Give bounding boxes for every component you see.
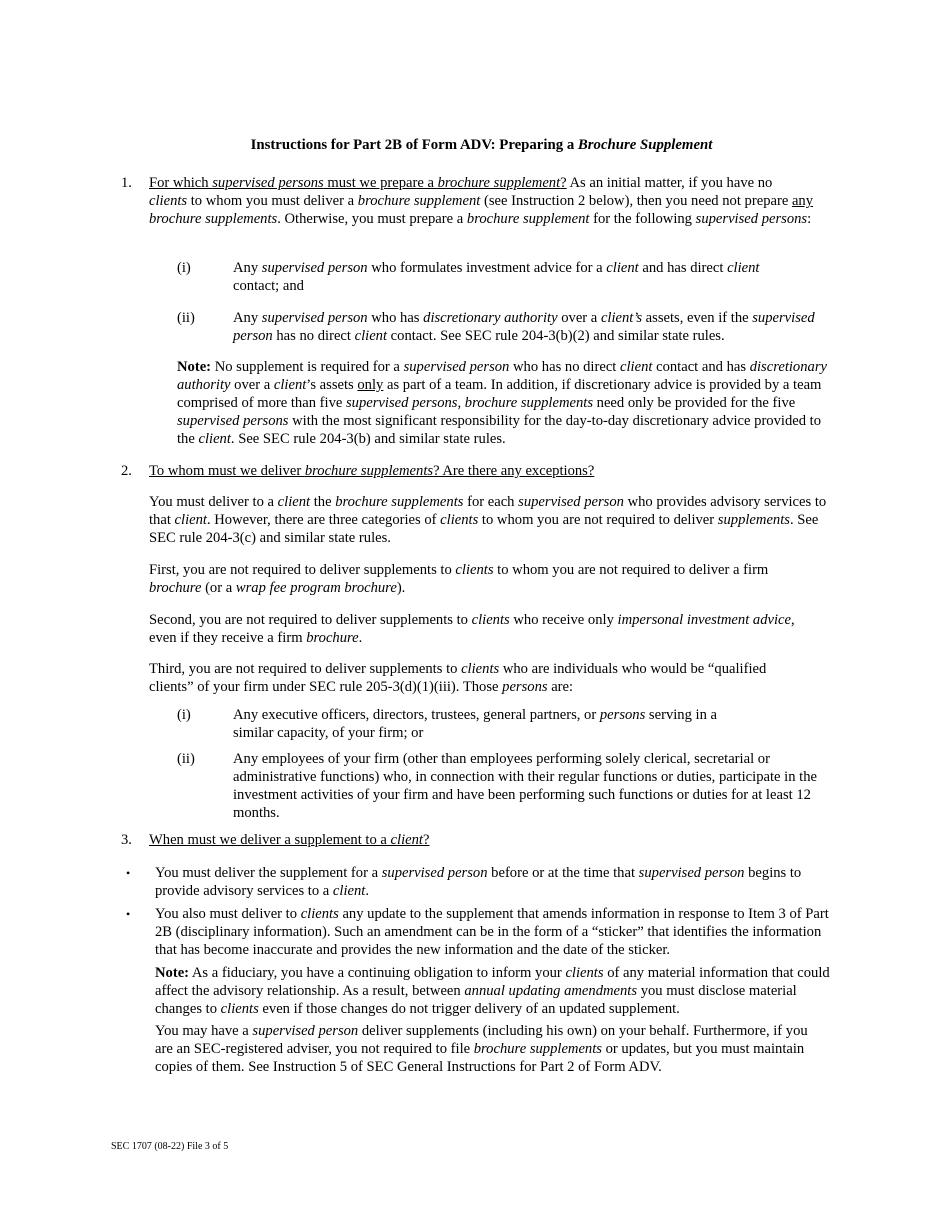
section-3-number: 3. bbox=[121, 832, 132, 848]
bullet-icon: • bbox=[126, 866, 131, 880]
section-1-number: 1. bbox=[121, 175, 132, 191]
section-1-item-ii: Any supervised person who has discretionary authority over a client’s assets, even if the supervised person has no direct client contact. See SEC rule 204-3(b)(2) and similar state rules. bbox=[233, 310, 815, 344]
section-2-paragraph-1: You must deliver to a client the brochure supplements for each supervised person who provides advisory services to that client. However, there are three categories of clients to whom you are not required to deliver supplements. See SEC rule 204-3(c) and similar state rules. bbox=[149, 494, 827, 546]
section-3-bullet-2: You also must deliver to clients any update to the supplement that amends information in response to Item 3 of Part 2B (disciplinary information). Such an amendment can be in the form of a “sticker” that identifies the information that has become inaccurate and provides the new information and the date of the sticker. bbox=[155, 906, 829, 958]
section-3-closing-paragraph: You may have a supervised person deliver supplements (including his own) on your behalf. Furthermore, if you are an SEC-registered adviser, you not required to file brochure supplements or updates, but you must maintain copies of them. See Instruction 5 of SEC General Instructions for Part 2 of Form ADV. bbox=[155, 1023, 808, 1075]
section-3-question: When must we deliver a supplement to a client? bbox=[149, 832, 430, 848]
roman-numeral-ii: (ii) bbox=[177, 310, 195, 326]
section-3-note: Note: As a fiduciary, you have a continuing obligation to inform your clients of any material information that could affect the advisory relationship. As a result, between annual updating amendments you must disclose material changes to clients even if those changes do not trigger delivery of an updated supplement. bbox=[155, 965, 830, 1017]
section-1-question: For which supervised persons must we prepare a brochure supplement? As an initial matter, if you have no clients to whom you must deliver a brochure supplement (see Instruction 2 below), then you need not prepare any brochure supplements. Otherwise, you must prepare a brochure supplement for the following supervised persons: bbox=[149, 175, 814, 227]
section-1-note: Note: No supplement is required for a supervised person who has no direct client contact and has discretionary authority over a client’s assets only as part of a team. In addition, if discretionary advice is provided by a team comprised of more than five supervised persons, brochure supplements need only be provided for the five supervised persons with the most significant responsibility for the day-to-day discretionary advice provided to the client. See SEC rule 204-3(b) and similar state rules. bbox=[177, 359, 827, 447]
page-title: Instructions for Part 2B of Form ADV: Preparing a Brochure Supplement bbox=[250, 137, 713, 153]
section-2-item-ii: Any employees of your firm (other than employees performing solely clerical, secretarial or administrative functions) who, in connection with their regular functions or duties, participate in the investment activities of your firm and have been performing such functions or duties for at least 12 months. bbox=[233, 751, 817, 821]
section-2-paragraph-4: Third, you are not required to deliver supplements to clients who are individuals who would be “qualified clients” of your firm under SEC rule 205-3(d)(1)(iii). Those persons are: bbox=[149, 661, 767, 695]
section-2-paragraph-3: Second, you are not required to deliver supplements to clients who receive only impersonal investment advice, even if they receive a firm brochure. bbox=[149, 612, 795, 646]
section-2-paragraph-2: First, you are not required to deliver supplements to clients to whom you are not required to deliver a firm brochure (or a wrap fee program brochure). bbox=[149, 562, 769, 596]
section-1-item-i: Any supervised person who formulates investment advice for a client and has direct client contact; and bbox=[233, 260, 760, 294]
section-2-question: To whom must we deliver brochure supplements? Are there any exceptions? bbox=[149, 463, 595, 479]
section-2-item-i: Any executive officers, directors, trustees, general partners, or persons serving in a similar capacity, of your firm; or bbox=[233, 707, 718, 741]
roman-numeral-ii: (ii) bbox=[177, 751, 195, 767]
roman-numeral-i: (i) bbox=[177, 707, 191, 723]
bullet-icon: • bbox=[126, 907, 131, 921]
section-3-bullet-1: You must deliver the supplement for a supervised person before or at the time that supervised person begins to provide advisory services to a client. bbox=[155, 865, 802, 899]
roman-numeral-i: (i) bbox=[177, 260, 191, 276]
section-2-number: 2. bbox=[121, 463, 132, 479]
form-footer: SEC 1707 (08-22) File 3 of 5 bbox=[111, 1141, 229, 1152]
